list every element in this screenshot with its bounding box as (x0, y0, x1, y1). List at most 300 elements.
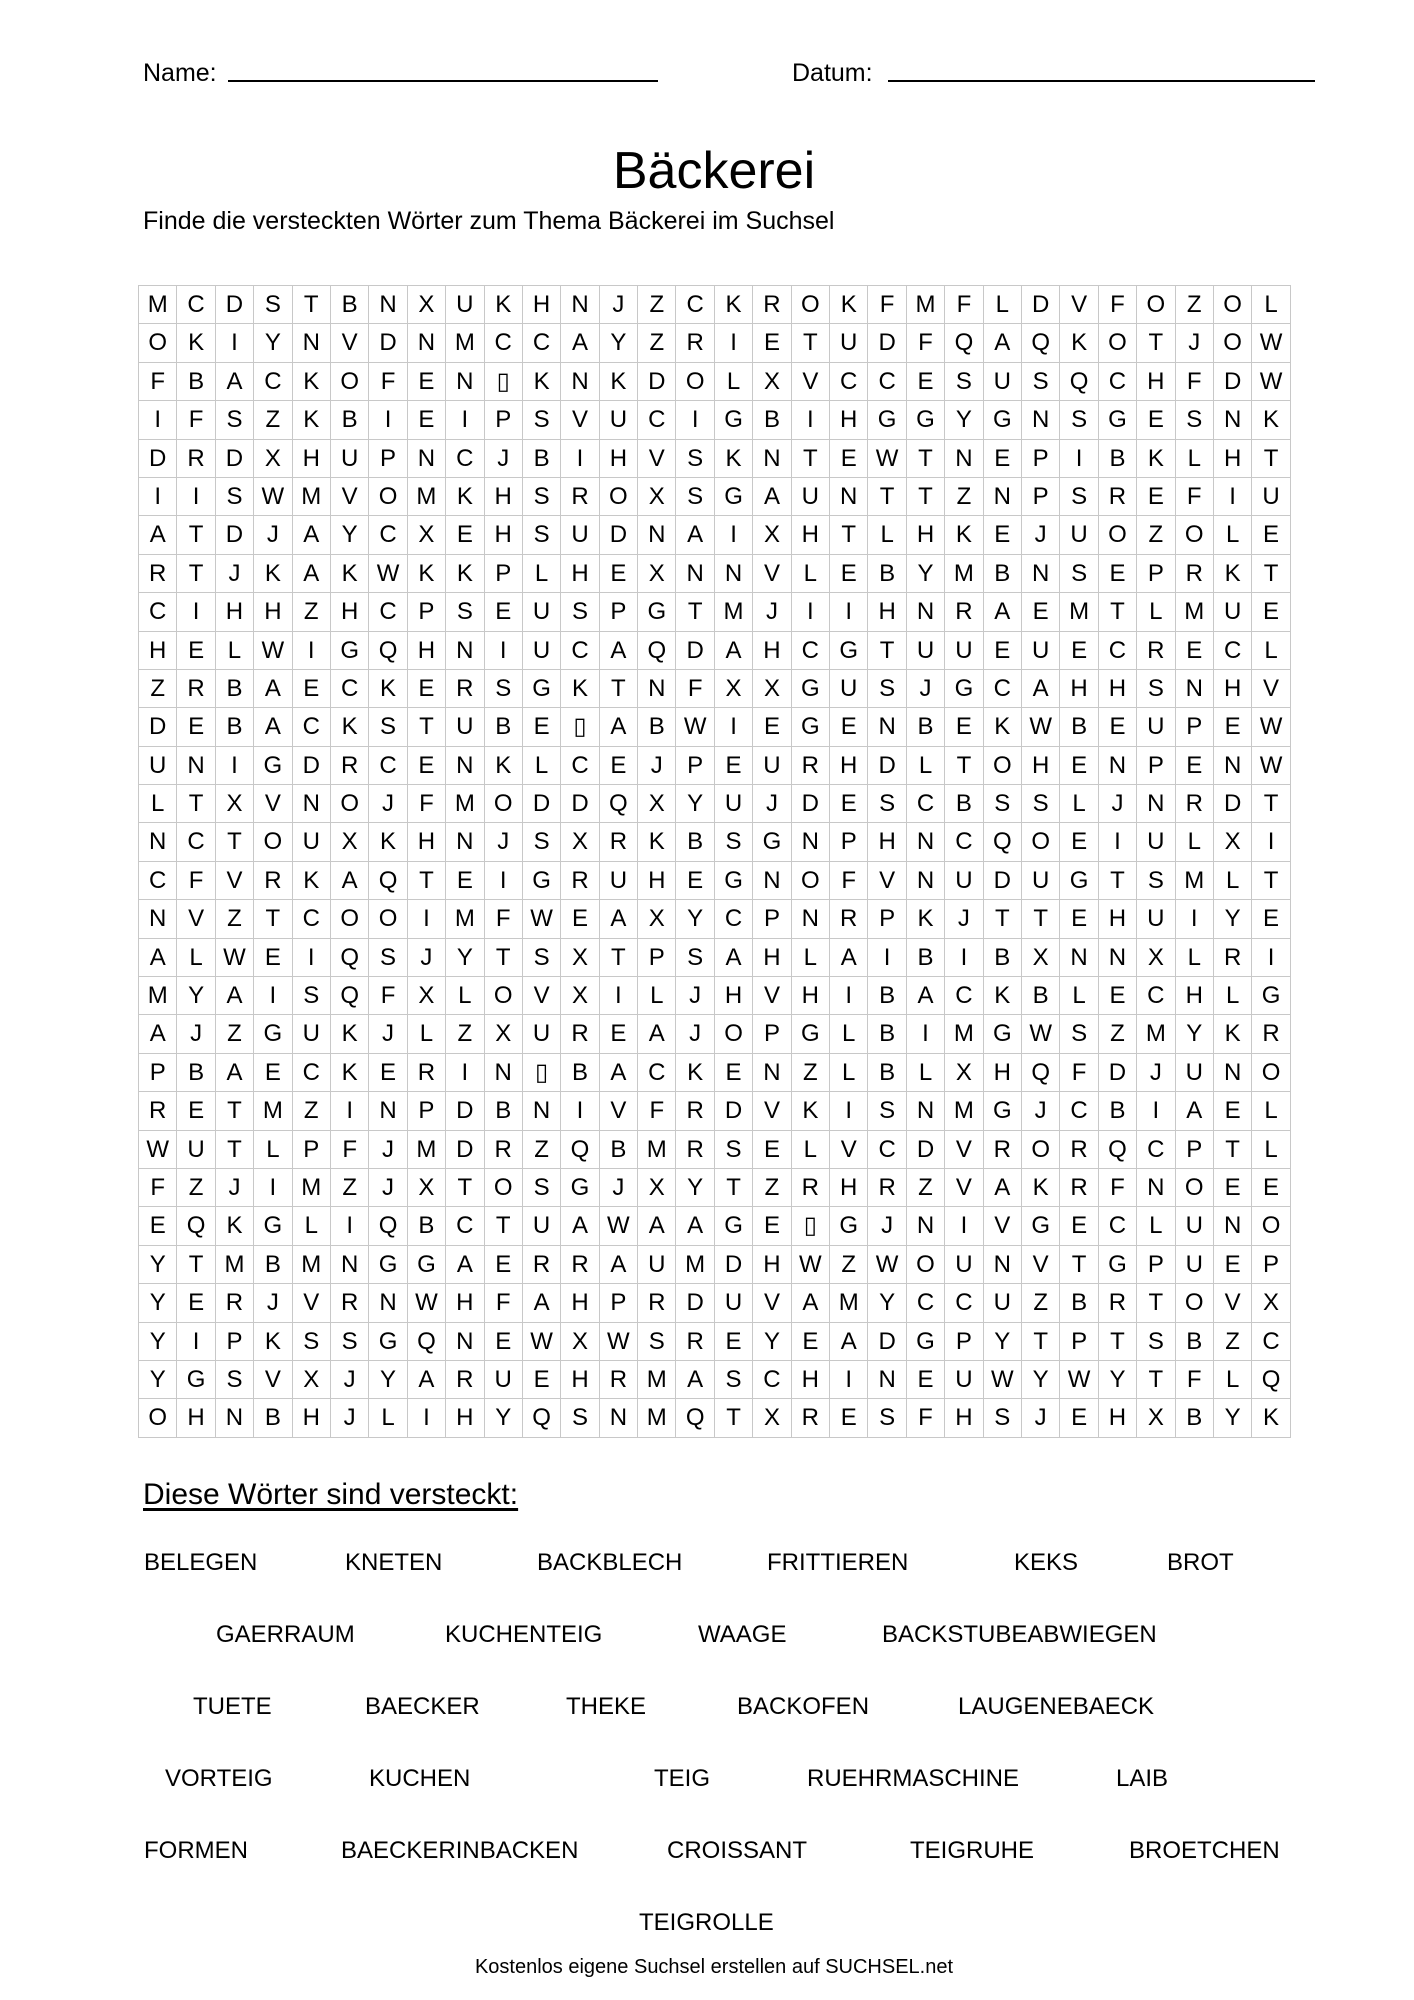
grid-cell: T (1099, 1323, 1137, 1361)
grid-cell: Q (331, 939, 369, 977)
grid-cell: N (1176, 670, 1214, 708)
grid-cell: T (907, 478, 945, 516)
grid-cell: X (753, 1399, 791, 1437)
grid-cell: A (331, 862, 369, 900)
grid-cell: T (446, 1169, 484, 1207)
word-list-heading: Diese Wörter sind versteckt: (143, 1478, 519, 1511)
grid-cell: H (1099, 900, 1137, 938)
grid-cell: N (1137, 785, 1175, 823)
grid-cell: B (561, 1054, 599, 1092)
grid-cell: A (638, 1207, 676, 1245)
grid-cell: B (254, 1399, 292, 1437)
grid-cell: L (1214, 1361, 1252, 1399)
grid-cell: S (984, 1399, 1022, 1437)
grid-cell: I (792, 401, 830, 439)
grid-cell: E (600, 555, 638, 593)
grid-cell: T (485, 1207, 523, 1245)
grid-cell: E (177, 632, 215, 670)
grid-cell: U (1176, 1054, 1214, 1092)
grid-cell: E (1214, 1092, 1252, 1130)
grid-cell: A (907, 977, 945, 1015)
grid-cell: W (523, 900, 561, 938)
grid-cell: Y (177, 977, 215, 1015)
grid-cell: N (1099, 939, 1137, 977)
grid-cell: M (715, 593, 753, 631)
grid-cell: A (139, 516, 177, 554)
grid-cell: R (485, 1131, 523, 1169)
grid-cell: G (177, 1361, 215, 1399)
grid-cell: M (139, 286, 177, 324)
grid-cell: V (792, 363, 830, 401)
grid-cell: K (945, 516, 983, 554)
grid-cell: P (293, 1131, 331, 1169)
word-item: THEKE (566, 1693, 647, 1720)
grid-cell: R (561, 1015, 599, 1053)
grid-cell: C (1137, 1131, 1175, 1169)
grid-cell: G (523, 670, 561, 708)
grid-cell: N (331, 1246, 369, 1284)
grid-cell: U (945, 862, 983, 900)
grid-cell: G (907, 1323, 945, 1361)
grid-cell: L (1176, 440, 1214, 478)
grid-cell: E (1099, 708, 1137, 746)
grid-cell: Z (523, 1131, 561, 1169)
grid-cell: A (561, 324, 599, 362)
grid-cell: I (446, 1054, 484, 1092)
grid-cell: D (216, 440, 254, 478)
grid-cell: Y (254, 324, 292, 362)
grid-cell: P (1176, 1131, 1214, 1169)
grid-cell: Y (868, 1284, 906, 1322)
grid-cell: R (676, 324, 714, 362)
grid-cell: V (561, 401, 599, 439)
grid-cell: H (830, 747, 868, 785)
grid-cell: H (600, 440, 638, 478)
grid-cell: Q (676, 1399, 714, 1437)
grid-cell: R (523, 1246, 561, 1284)
grid-cell: H (254, 593, 292, 631)
grid-cell: G (369, 1246, 407, 1284)
grid-cell: F (1099, 1169, 1137, 1207)
grid-cell: R (868, 1169, 906, 1207)
grid-cell: C (561, 632, 599, 670)
grid-cell: G (561, 1169, 599, 1207)
grid-cell: G (1060, 862, 1098, 900)
word-item: WAAGE (698, 1621, 787, 1648)
grid-cell: I (177, 593, 215, 631)
grid-cell: O (139, 324, 177, 362)
grid-cell: Z (753, 1169, 791, 1207)
grid-cell: B (868, 977, 906, 1015)
grid-cell: C (907, 1284, 945, 1322)
grid-cell: O (984, 747, 1022, 785)
grid-cell: J (1137, 1054, 1175, 1092)
grid-cell: U (600, 862, 638, 900)
grid-cell: S (485, 670, 523, 708)
grid-cell: B (177, 1054, 215, 1092)
grid-cell: A (1176, 1092, 1214, 1130)
grid-cell: C (446, 1207, 484, 1245)
grid-cell: V (293, 1284, 331, 1322)
grid-cell: Y (676, 1169, 714, 1207)
grid-cell: K (216, 1207, 254, 1245)
grid-cell: ▯ (792, 1207, 830, 1245)
grid-cell: C (945, 977, 983, 1015)
grid-cell: T (177, 555, 215, 593)
grid-cell: M (1176, 593, 1214, 631)
grid-cell: V (216, 862, 254, 900)
grid-cell: A (830, 939, 868, 977)
grid-cell: R (408, 1054, 446, 1092)
grid-cell: Y (139, 1323, 177, 1361)
grid-cell: I (485, 862, 523, 900)
grid-cell: Y (676, 900, 714, 938)
grid-cell: A (1022, 670, 1060, 708)
grid-cell: Z (830, 1246, 868, 1284)
grid-cell: M (638, 1399, 676, 1437)
grid-cell: N (907, 862, 945, 900)
grid-cell: N (446, 1323, 484, 1361)
grid-cell: N (792, 823, 830, 861)
grid-cell: L (907, 1054, 945, 1092)
grid-cell: M (945, 1092, 983, 1130)
grid-cell: P (1252, 1246, 1290, 1284)
grid-cell: S (369, 939, 407, 977)
grid-cell: S (331, 1323, 369, 1361)
grid-cell: P (600, 1284, 638, 1322)
grid-cell: U (523, 1015, 561, 1053)
grid-cell: X (753, 516, 791, 554)
grid-cell: E (1022, 593, 1060, 631)
grid-cell: E (1060, 632, 1098, 670)
grid-cell: C (369, 747, 407, 785)
grid-cell: J (485, 440, 523, 478)
grid-cell: N (216, 1399, 254, 1437)
grid-cell: Z (638, 324, 676, 362)
grid-cell: K (331, 555, 369, 593)
word-item: TEIGRUHE (910, 1837, 1035, 1864)
grid-cell: D (868, 324, 906, 362)
grid-cell: V (753, 977, 791, 1015)
word-item: CROISSANT (667, 1837, 808, 1864)
grid-cell: S (216, 401, 254, 439)
grid-cell: C (485, 324, 523, 362)
grid-cell: B (600, 1131, 638, 1169)
grid-cell: A (753, 478, 791, 516)
grid-cell: C (638, 1054, 676, 1092)
grid-cell: E (408, 747, 446, 785)
grid-cell: H (792, 977, 830, 1015)
grid-cell: T (177, 785, 215, 823)
grid-cell: F (1060, 1054, 1098, 1092)
grid-cell: Q (1022, 1054, 1060, 1092)
grid-cell: L (523, 747, 561, 785)
grid-cell: L (1252, 1131, 1290, 1169)
grid-cell: L (523, 555, 561, 593)
word-item: BAECKERINBACKEN (341, 1837, 579, 1864)
grid-cell: K (485, 286, 523, 324)
grid-cell: W (868, 440, 906, 478)
grid-cell: I (868, 939, 906, 977)
grid-cell: X (408, 286, 446, 324)
grid-cell: V (331, 324, 369, 362)
grid-cell: Y (1099, 1361, 1137, 1399)
grid-cell: A (638, 1015, 676, 1053)
grid-cell: S (523, 939, 561, 977)
grid-cell: F (408, 785, 446, 823)
grid-cell: N (369, 1284, 407, 1322)
grid-cell: A (408, 1361, 446, 1399)
grid-cell: I (139, 478, 177, 516)
grid-cell: C (638, 401, 676, 439)
grid-cell: R (254, 862, 292, 900)
grid-cell: O (1099, 516, 1137, 554)
grid-cell: M (139, 977, 177, 1015)
grid-cell: B (984, 939, 1022, 977)
grid-cell: W (984, 1361, 1022, 1399)
grid-cell: Z (216, 900, 254, 938)
grid-cell: C (753, 1361, 791, 1399)
grid-cell: U (1022, 862, 1060, 900)
grid-cell: J (1176, 324, 1214, 362)
grid-cell: M (638, 1361, 676, 1399)
grid-cell: I (177, 1323, 215, 1361)
grid-cell: U (984, 1284, 1022, 1322)
word-item: KEKS (1014, 1549, 1079, 1576)
word-item: GAERRAUM (216, 1621, 355, 1648)
grid-cell: O (1176, 1169, 1214, 1207)
grid-cell: T (1099, 593, 1137, 631)
grid-cell: H (216, 593, 254, 631)
grid-cell: D (676, 632, 714, 670)
grid-cell: E (1252, 516, 1290, 554)
grid-cell: J (1022, 516, 1060, 554)
grid-cell: N (676, 555, 714, 593)
grid-cell: P (868, 900, 906, 938)
grid-cell: Z (293, 1092, 331, 1130)
grid-cell: D (792, 785, 830, 823)
grid-cell: C (139, 862, 177, 900)
grid-cell: S (1060, 401, 1098, 439)
grid-cell: S (216, 1361, 254, 1399)
grid-cell: U (1137, 708, 1175, 746)
grid-cell: N (408, 440, 446, 478)
grid-cell: Y (753, 1323, 791, 1361)
grid-cell: G (1099, 1246, 1137, 1284)
grid-cell: P (638, 939, 676, 977)
grid-cell: H (561, 1361, 599, 1399)
grid-cell: E (177, 1092, 215, 1130)
grid-cell: J (177, 1015, 215, 1053)
grid-cell: E (1252, 900, 1290, 938)
grid-cell: C (1252, 1323, 1290, 1361)
grid-cell: W (408, 1284, 446, 1322)
grid-cell: L (254, 1131, 292, 1169)
grid-cell: F (830, 862, 868, 900)
grid-cell: A (446, 1246, 484, 1284)
grid-cell: I (945, 939, 983, 977)
grid-cell: I (715, 516, 753, 554)
grid-cell: I (369, 401, 407, 439)
grid-cell: L (792, 555, 830, 593)
grid-cell: N (139, 900, 177, 938)
grid-cell: S (1137, 670, 1175, 708)
grid-cell: E (1214, 1246, 1252, 1284)
grid-cell: R (561, 478, 599, 516)
grid-cell: X (561, 823, 599, 861)
grid-cell: M (254, 1092, 292, 1130)
grid-cell: E (753, 1131, 791, 1169)
grid-cell: C (293, 1054, 331, 1092)
grid-cell: M (1176, 862, 1214, 900)
grid-cell: B (638, 708, 676, 746)
grid-cell: R (945, 593, 983, 631)
grid-cell: O (485, 1169, 523, 1207)
grid-cell: F (907, 324, 945, 362)
grid-cell: R (1060, 1131, 1098, 1169)
grid-cell: H (1176, 977, 1214, 1015)
grid-cell: D (139, 440, 177, 478)
grid-cell: A (676, 1361, 714, 1399)
grid-cell: H (293, 1399, 331, 1437)
grid-cell: V (254, 1361, 292, 1399)
grid-cell: W (1252, 324, 1290, 362)
grid-cell: G (715, 862, 753, 900)
grid-cell: J (600, 1169, 638, 1207)
grid-cell: N (561, 286, 599, 324)
grid-cell: R (561, 1246, 599, 1284)
grid-cell: X (945, 1054, 983, 1092)
grid-cell: X (638, 555, 676, 593)
grid-cell: C (792, 632, 830, 670)
grid-cell: N (907, 1207, 945, 1245)
grid-cell: S (523, 823, 561, 861)
grid-cell: G (1099, 401, 1137, 439)
grid-cell: O (1214, 286, 1252, 324)
grid-cell: J (1099, 785, 1137, 823)
grid-cell: I (446, 401, 484, 439)
grid-cell: L (1252, 632, 1290, 670)
grid-cell: H (753, 939, 791, 977)
grid-cell: I (715, 708, 753, 746)
grid-cell: J (753, 785, 791, 823)
grid-cell: O (369, 900, 407, 938)
page-title: Bäckerei (612, 142, 816, 200)
grid-cell: R (638, 1284, 676, 1322)
grid-cell: M (293, 478, 331, 516)
instructions: Finde die versteckten Wörter zum Thema Bäckerei im Suchsel (143, 207, 835, 235)
grid-cell: J (907, 670, 945, 708)
grid-cell: H (177, 1399, 215, 1437)
grid-cell: U (907, 632, 945, 670)
grid-cell: Y (369, 1361, 407, 1399)
grid-cell: E (1252, 1169, 1290, 1207)
grid-cell: H (446, 1284, 484, 1322)
grid-cell: U (1060, 516, 1098, 554)
grid-cell: T (984, 900, 1022, 938)
grid-cell: N (293, 324, 331, 362)
grid-cell: E (254, 1054, 292, 1092)
grid-cell: A (523, 1284, 561, 1322)
grid-cell: K (369, 823, 407, 861)
grid-cell: N (600, 1399, 638, 1437)
grid-cell: A (561, 1207, 599, 1245)
grid-cell: C (139, 593, 177, 631)
grid-cell: B (753, 401, 791, 439)
grid-cell: G (830, 1207, 868, 1245)
grid-cell: H (1137, 363, 1175, 401)
grid-cell: K (331, 1054, 369, 1092)
grid-cell: Q (1099, 1131, 1137, 1169)
grid-cell: F (907, 1399, 945, 1437)
grid-cell: X (485, 1015, 523, 1053)
grid-cell: V (1022, 1246, 1060, 1284)
grid-cell: E (1060, 823, 1098, 861)
grid-cell: W (600, 1323, 638, 1361)
grid-cell: N (1214, 1054, 1252, 1092)
grid-cell: U (984, 363, 1022, 401)
grid-cell: P (485, 401, 523, 439)
grid-cell: D (984, 862, 1022, 900)
grid-cell: U (753, 747, 791, 785)
grid-cell: J (216, 555, 254, 593)
grid-cell: M (446, 785, 484, 823)
grid-cell: K (523, 363, 561, 401)
grid-cell: I (331, 1207, 369, 1245)
grid-cell: P (369, 440, 407, 478)
grid-cell: U (945, 632, 983, 670)
grid-cell: Q (369, 632, 407, 670)
grid-cell: I (907, 1015, 945, 1053)
grid-cell: E (830, 785, 868, 823)
grid-cell: K (1060, 324, 1098, 362)
grid-cell: G (369, 1323, 407, 1361)
grid-cell: S (254, 286, 292, 324)
grid-cell: O (485, 977, 523, 1015)
grid-cell: E (907, 1361, 945, 1399)
grid-cell: X (753, 363, 791, 401)
grid-cell: W (254, 478, 292, 516)
grid-cell: D (868, 1323, 906, 1361)
grid-cell: X (638, 900, 676, 938)
grid-cell: S (523, 1169, 561, 1207)
grid-cell: C (868, 1131, 906, 1169)
grid-cell: L (1214, 977, 1252, 1015)
grid-cell: V (868, 862, 906, 900)
grid-cell: I (1252, 823, 1290, 861)
grid-cell: T (408, 708, 446, 746)
grid-cell: G (792, 670, 830, 708)
grid-cell: N (792, 900, 830, 938)
grid-cell: T (1252, 440, 1290, 478)
grid-cell: C (523, 324, 561, 362)
grid-cell: U (792, 478, 830, 516)
grid-cell: O (331, 900, 369, 938)
grid-cell: G (868, 401, 906, 439)
grid-cell: B (254, 1246, 292, 1284)
grid-cell: H (408, 823, 446, 861)
grid-cell: X (561, 1323, 599, 1361)
grid-cell: W (139, 1131, 177, 1169)
grid-cell: L (1214, 862, 1252, 900)
grid-cell: V (945, 1169, 983, 1207)
grid-cell: X (254, 440, 292, 478)
grid-cell: W (1252, 708, 1290, 746)
grid-cell: L (446, 977, 484, 1015)
grid-cell: H (868, 823, 906, 861)
grid-cell: N (715, 555, 753, 593)
grid-cell: Z (216, 1015, 254, 1053)
